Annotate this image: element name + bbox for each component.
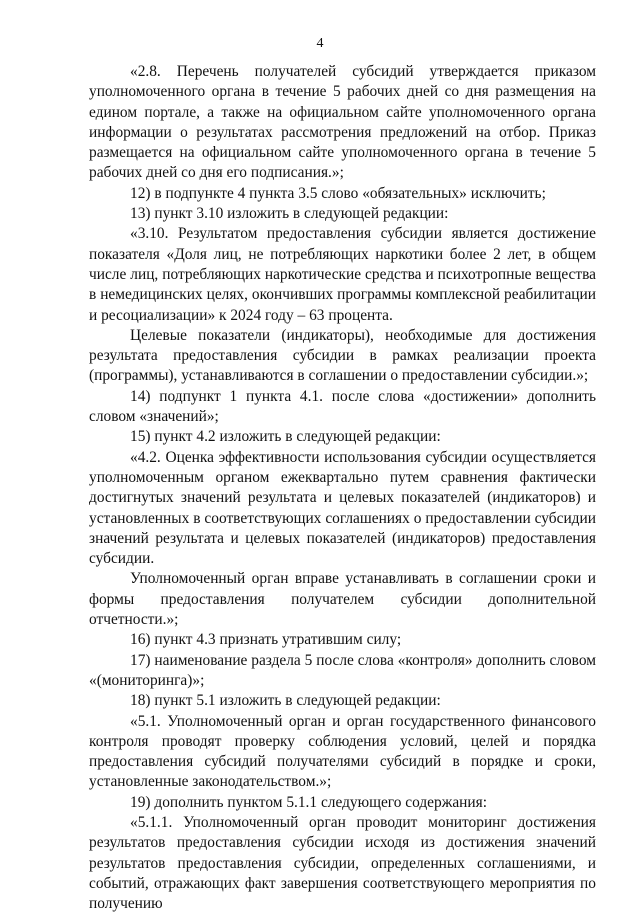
paragraph-item-15: 15) пункт 4.2 изложить в следующей редакции:	[130, 428, 441, 446]
paragraph-item-18: 18) пункт 5.1 изложить в следующей редакции:	[130, 692, 441, 710]
paragraph-target-indicators: Целевые показатели (индикаторы), необходимые для достижения результата предоставления субсидии в рамках реализации проекта (программы), устанавливаются в соглашении о предоставлении субсидии.»;	[89, 326, 596, 385]
paragraph-5-1: «5.1. Уполномоченный орган и орган государственного финансового контроля проводят проверку соблюдения условий, целей и порядка предоставления субсидий получателями субсидий в порядке и сроки, установленные законодательством.»;	[89, 712, 596, 791]
paragraph-item-19: 19) дополнить пунктом 5.1.1 следующего содержания:	[130, 793, 487, 811]
paragraph-4-2: «4.2. Оценка эффективности использования субсидии осуществляется уполномоченным органом ежеквартально путем сравнения фактически достигнутых значений результата и целевых показателей (индикаторов) и установленных в соответствующих соглашениях о предоставлении субсидии значений результата и целевых показателей (индикаторов) предоставления субсидии.	[89, 448, 596, 568]
paragraph-item-12: 12) в подпункте 4 пункта 3.5 слово «обязательных» исключить;	[130, 184, 546, 202]
paragraph-3-10: «3.10. Результатом предоставления субсидии является достижение показателя «Доля лиц, не потребляющих наркотики более 2 лет, в общем числе лиц, потребляющих наркотические средства и психотропные вещества в немедицинских целях, окончивших программы комплексной реабилитации и ресоциализации» к 2024 году – 63 процента.	[89, 225, 596, 324]
paragraph-item-16: 16) пункт 4.3 признать утратившим силу;	[130, 631, 402, 649]
paragraph-2-8: «2.8. Перечень получателей субсидий утверждается приказом уполномоченного органа в течение 5 рабочих дней со дня размещения на едином портале, а также на официальном сайте уполномоченного органа информации о результатах рассмотрения предложений на отбор. Приказ размещается на официальном сайте уполномоченного органа в течение 5 рабочих дней со дня его подписания.»;	[89, 63, 596, 182]
page-number: 4	[316, 36, 324, 51]
paragraph-item-17: 17) наименование раздела 5 после слова «контроля» дополнить словом «(мониторинга)»;	[89, 651, 596, 689]
paragraph-5-1-1: «5.1.1. Уполномоченный орган проводит мониторинг достижения результатов предоставления субсидии исходя из достижения значений результатов предоставления субсидии, определенных соглашениями, и событий, отражающих факт завершения соответствующего мероприятия по получению	[89, 813, 596, 913]
paragraph-item-13: 13) пункт 3.10 изложить в следующей редакции:	[130, 205, 449, 223]
paragraph-item-14: 14) подпункт 1 пункта 4.1. после слова «достижении» дополнить словом «значений»;	[89, 387, 596, 426]
document-body	[89, 62, 596, 914]
paragraph-reporting: Уполномоченный орган вправе устанавливать в соглашении сроки и формы предоставления получателем субсидии дополнительной отчетности.»;	[89, 570, 596, 629]
